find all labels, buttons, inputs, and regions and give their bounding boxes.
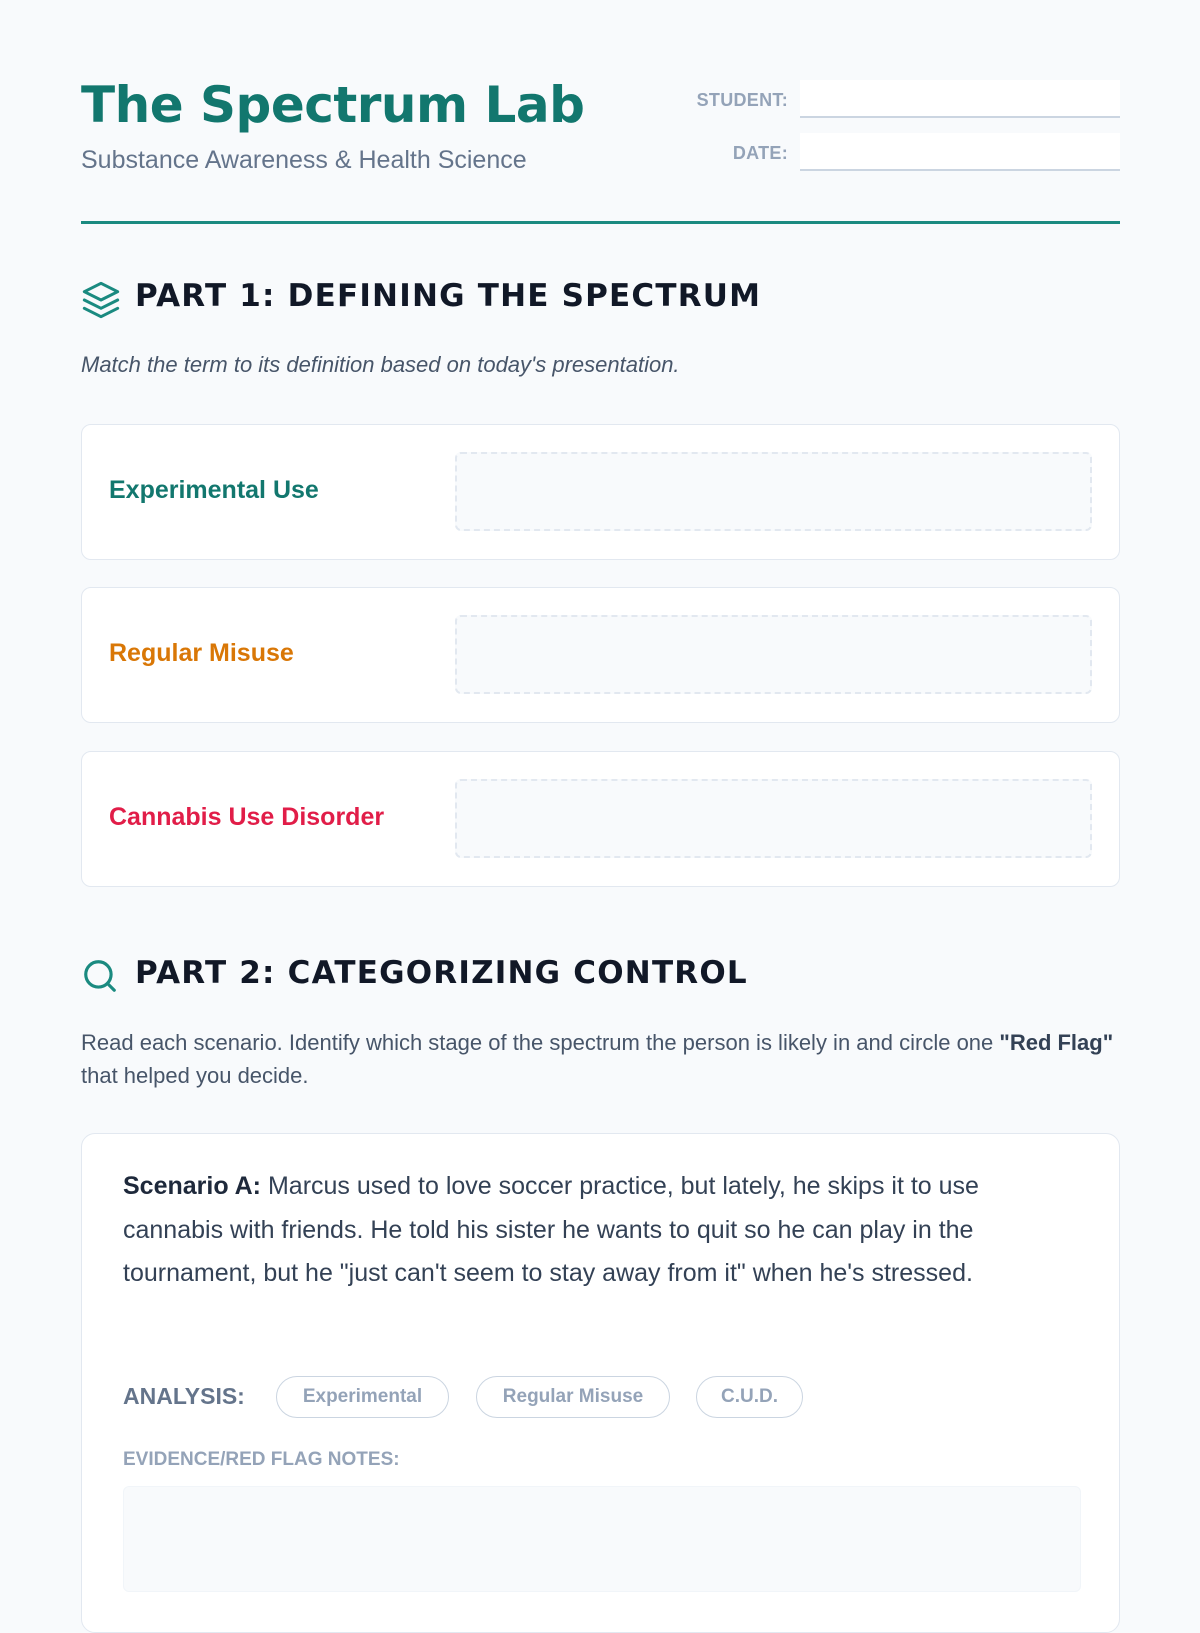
scenario-label: Scenario A: <box>123 1172 262 1200</box>
option-experimental[interactable]: Experimental <box>276 1376 449 1418</box>
option-cud[interactable]: C.U.D. <box>696 1376 803 1418</box>
date-label: DATE: <box>732 143 788 163</box>
notes-label: EVIDENCE/RED FLAG NOTES: <box>123 1449 400 1470</box>
part2-heading <box>81 955 1120 999</box>
match-card-regular-misuse <box>81 587 1120 723</box>
scenario-a-text <box>123 1165 1073 1296</box>
match-card-cud <box>81 751 1120 887</box>
option-regular-misuse[interactable]: Regular Misuse <box>476 1376 670 1418</box>
match-card-experimental <box>81 424 1120 560</box>
student-name-input[interactable] <box>800 80 1120 118</box>
definition-box-regular-misuse[interactable] <box>455 615 1092 694</box>
search-icon <box>81 957 119 995</box>
page-title: The Spectrum Lab <box>81 76 585 134</box>
student-label: STUDENT: <box>696 90 788 110</box>
notes-input-area[interactable] <box>123 1486 1081 1592</box>
part2-instruction-text: Read each scenario. Identify which stage of the spectrum the person is likely in and circle one <box>81 1030 1000 1055</box>
date-field-row <box>681 133 1120 173</box>
term-regular-misuse: Regular Misuse <box>109 639 294 667</box>
term-cannabis-use-disorder: Cannabis Use Disorder <box>109 803 385 831</box>
part1-instruction: Match the term to its definition based on today's presentation. <box>81 352 680 377</box>
part2-title: PART 2: CATEGORIZING CONTROL <box>135 955 748 991</box>
layers-icon <box>81 280 121 320</box>
scenario-body: Marcus used to love soccer practice, but lately, he skips it to use cannabis with friends. He told his sister he wants to quit so he can play in the tournament, but he "just can't seem to stay away from it" when he's stressed. <box>123 1172 979 1287</box>
worksheet-header <box>81 0 1120 224</box>
student-field-row <box>681 80 1120 120</box>
part1-heading <box>81 278 1120 322</box>
definition-box-experimental[interactable] <box>455 452 1092 531</box>
part1-title: PART 1: DEFINING THE SPECTRUM <box>135 278 762 314</box>
scenario-a-card <box>81 1133 1120 1633</box>
definition-box-cud[interactable] <box>455 779 1092 858</box>
term-experimental-use: Experimental Use <box>109 476 319 504</box>
part2-instruction-end: that helped you decide. <box>81 1063 309 1088</box>
date-input[interactable] <box>800 133 1120 171</box>
page-subtitle: Substance Awareness & Health Science <box>81 146 527 174</box>
red-flag-emphasis: "Red Flag" <box>999 1030 1114 1055</box>
part2-instruction <box>81 1026 1120 1092</box>
analysis-label: ANALYSIS: <box>123 1383 245 1409</box>
worksheet-page <box>81 0 1120 1470</box>
